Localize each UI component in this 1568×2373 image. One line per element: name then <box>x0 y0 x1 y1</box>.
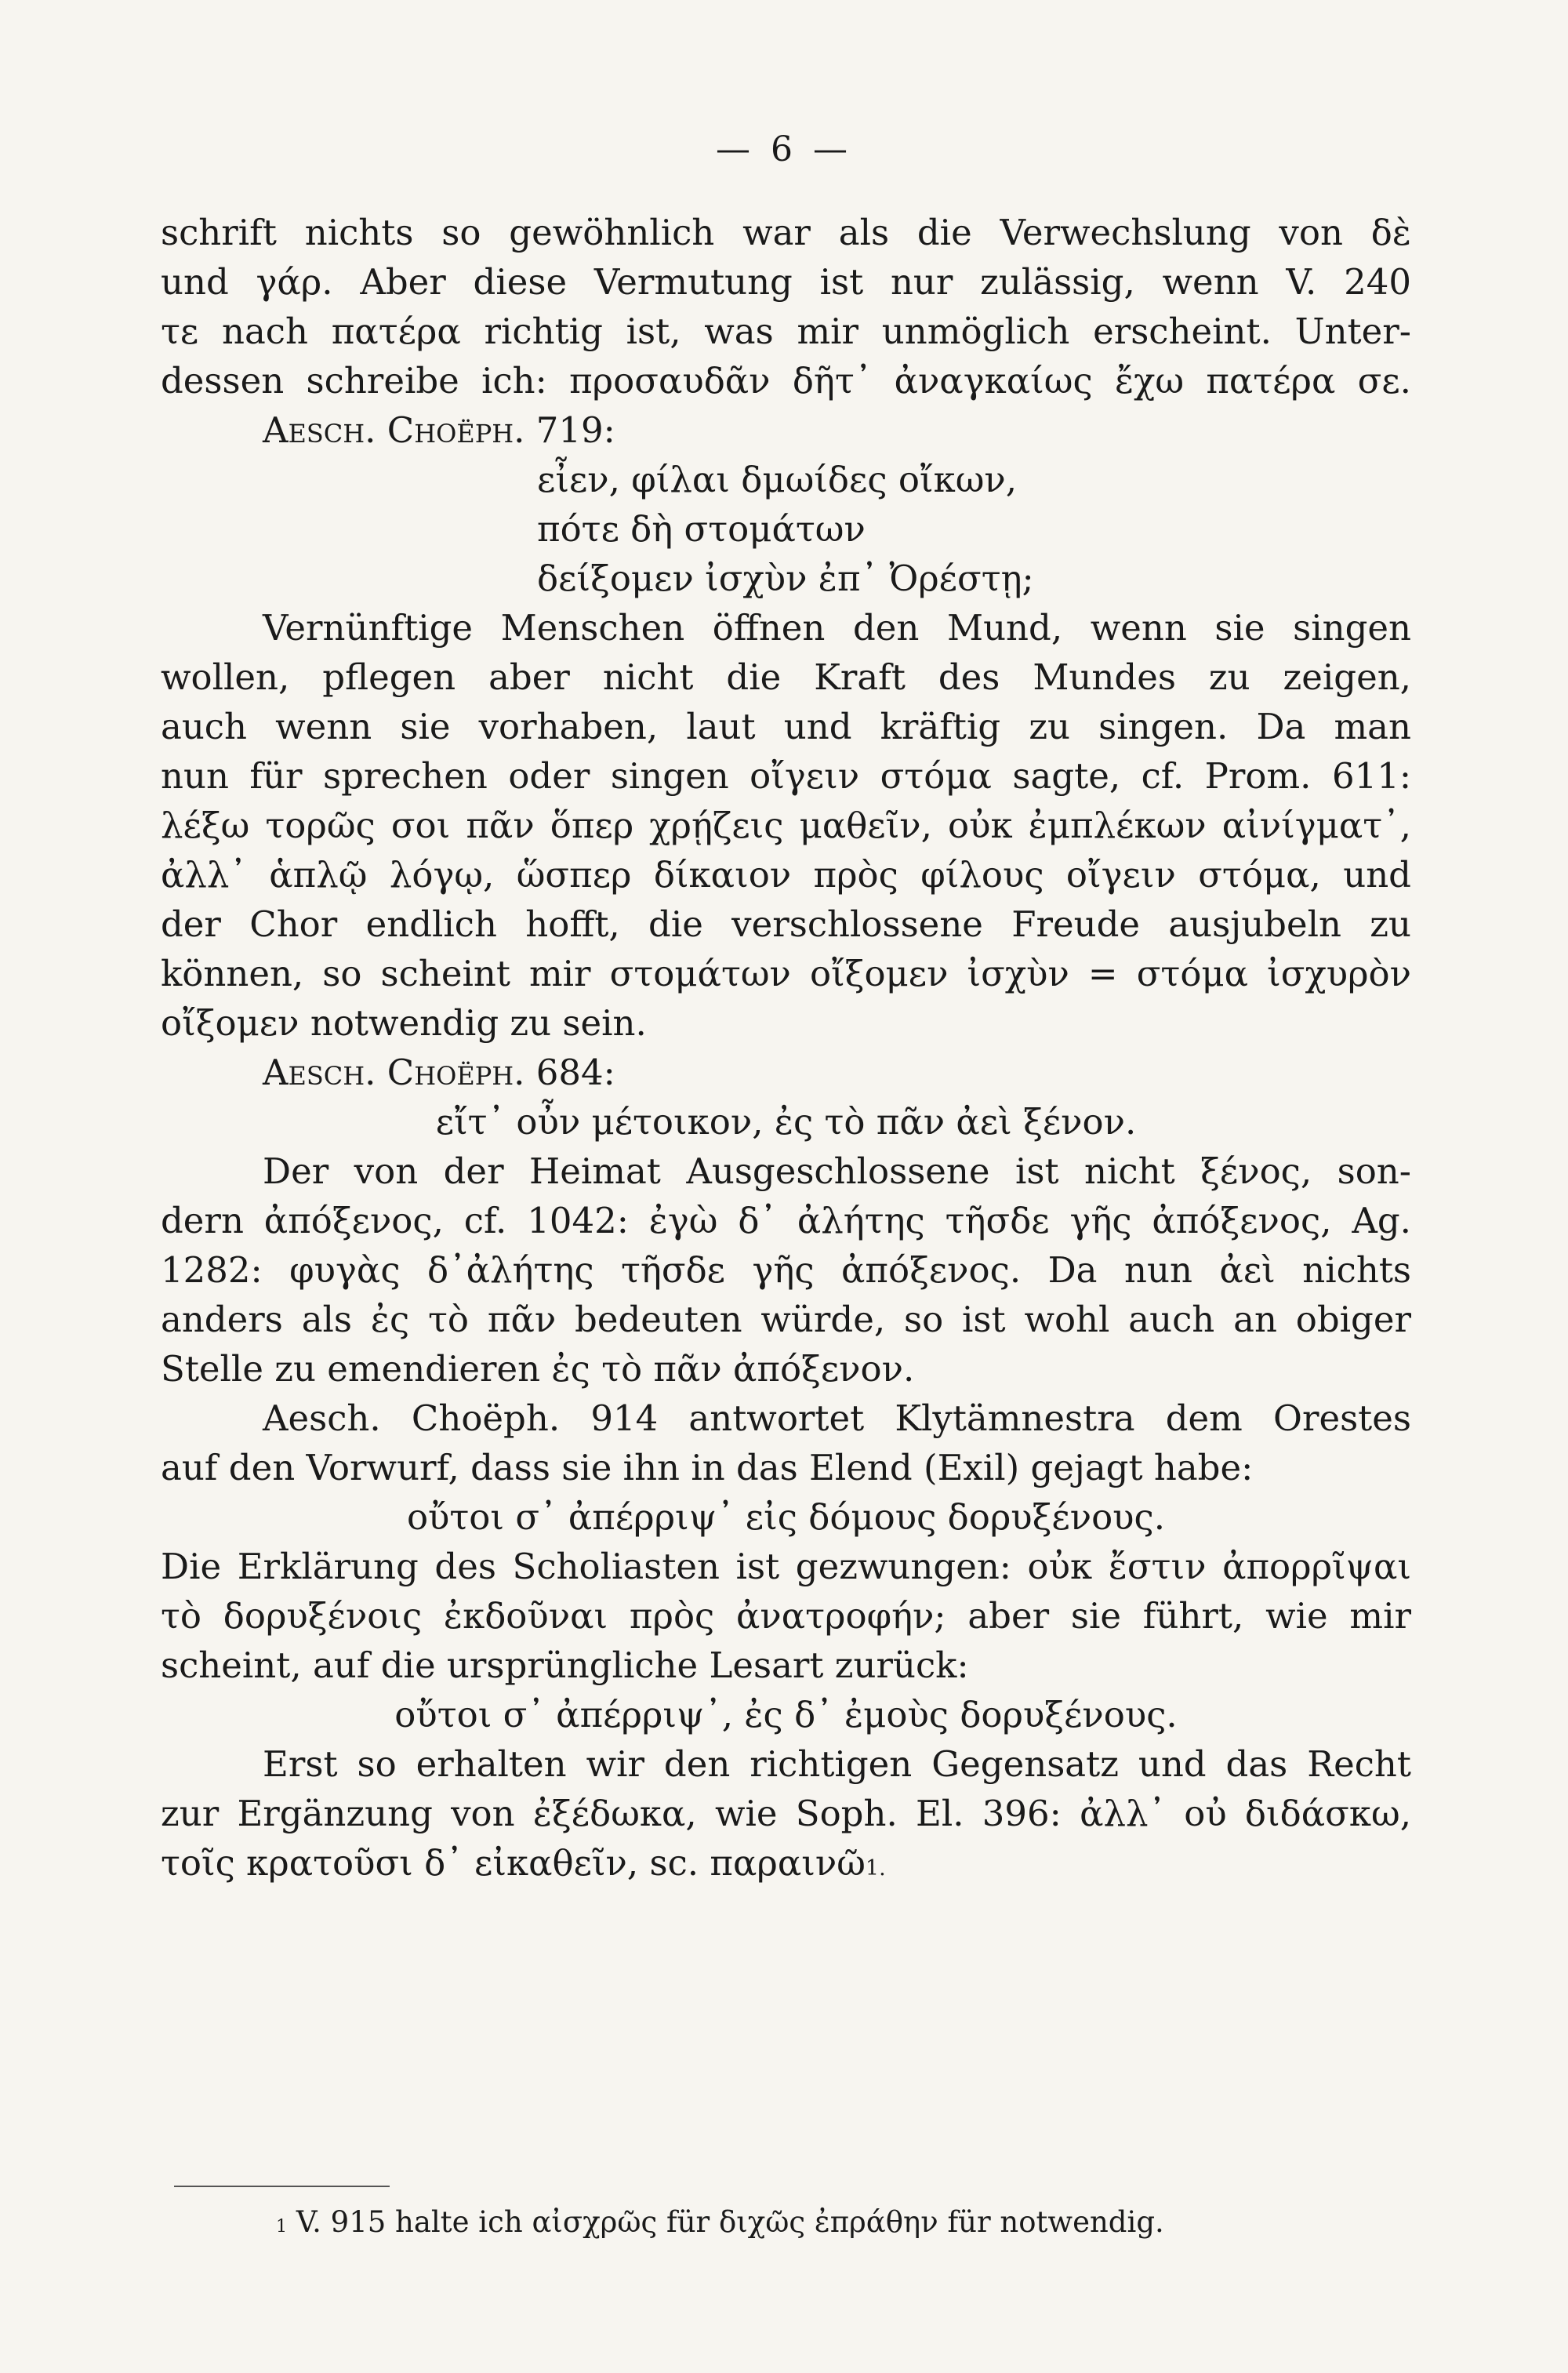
text-line: scheint, auf die ursprüngliche Lesart zurück: <box>161 1644 969 1686</box>
text-line: λέξω τορῶς σοι πᾶν ὅπερ χρῄζεις μαθεῖν, οὐκ ἐμπλέκων αἰνίγματ᾽, <box>161 805 1411 846</box>
text-line: Der von der Heimat Ausgeschlossene ist nicht ξένος, son- <box>263 1150 1411 1192</box>
text-line: schrift nichts so gewöhnlich war als die Verwechslung von δὲ <box>161 212 1411 253</box>
verse-line: δείξομεν ἰσχὺν ἐπ᾽ Ὀρέστῃ; <box>537 558 1034 599</box>
text-body <box>161 208 1411 1888</box>
verse-line: εἴτ᾽ οὖν μέτοικον, ἐς τὸ πᾶν ἀεὶ ξένον. <box>435 1101 1137 1143</box>
text-line-with-note <box>161 1838 1411 1888</box>
verse-line: οὔτοι σ᾽ ἀπέρριψ᾽ εἰς δόμους δορυξένους. <box>406 1496 1166 1538</box>
footnote-mark: 1 <box>276 2216 288 2237</box>
verse-line: εἶεν, φίλαι δμωίδες οἴκων, <box>537 459 1018 500</box>
source-citation: Aesch. Choëph. 719: <box>263 409 615 451</box>
footnote-rule <box>174 2186 390 2187</box>
text-line: und γάρ. Aber diese Vermutung ist nur zulässig, wenn V. 240 <box>161 261 1411 303</box>
footnote-text: V. 915 halte ich αἰσχρῶς für διχῶς ἐπράθην für notwendig. <box>296 2205 1164 2239</box>
verse-line: πότε δὴ στομάτων <box>537 508 866 550</box>
text-line: ἀλλ᾽ ἁπλῷ λόγῳ, ὥσπερ δίκαιον πρὸς φίλους οἴγειν στόμα, und <box>161 854 1411 896</box>
text-line: wollen, pflegen aber nicht die Kraft des Mundes zu zeigen, <box>161 656 1411 698</box>
verse-line: οὔτοι σ᾽ ἀπέρριψ᾽, ἐς δ᾽ ἐμοὺς δορυξένους. <box>394 1694 1178 1735</box>
text-line: der Chor endlich hofft, die verschlossene Freude ausjubeln zu <box>161 903 1411 945</box>
text-line: Die Erklärung des Scholiasten ist gezwungen: οὐκ ἔστιν ἀπορρῖψαι <box>161 1546 1411 1587</box>
text-line: dern ἀπόξενος, cf. 1042: ἐγὼ δ᾽ ἀλήτης τῆσδε γῆς ἀπόξενος, Ag. <box>161 1200 1411 1241</box>
text-line: auch wenn sie vorhaben, laut und kräftig zu singen. Da man <box>161 706 1411 747</box>
text-line: Vernünftige Menschen öffnen den Mund, wenn sie singen <box>263 607 1411 649</box>
text-line: 1282: φυγὰς δ᾽ἀλήτης τῆσδε γῆς ἀπόξενος. Da nun ἀεὶ nichts <box>161 1249 1411 1291</box>
page-number: — 6 — <box>716 129 852 169</box>
text-line: dessen schreibe ich: προσαυδᾶν δῆτ᾽ ἀναγκαίως ἔχω πατέρα σε. <box>161 360 1411 402</box>
text-line: Erst so erhalten wir den richtigen Gegensatz und das Recht <box>263 1743 1411 1785</box>
text-line: können, so scheint mir στομάτων οἴξομεν ἰσχὺν = στόμα ἰσχυρὸν <box>161 953 1411 994</box>
text-line: οἴξομεν notwendig zu sein. <box>161 1002 647 1044</box>
text-line-content: τοῖς κρατοῦσι δ᾽ εἰκαθεῖν, sc. παραινῶ <box>161 1842 866 1884</box>
text-line: zur Ergänzung von ἐξέδωκα, wie Soph. El. 396: ἀλλ᾽ οὐ διδάσκω, <box>161 1793 1411 1834</box>
text-line: nun für sprechen oder singen οἴγειν στόμα sagte, cf. Prom. 611: <box>161 755 1411 797</box>
source-citation: Aesch. Choëph. 684: <box>263 1052 615 1093</box>
footnote <box>276 2205 1164 2239</box>
text-line: anders als ἐς τὸ πᾶν bedeuten würde, so ist wohl auch an obiger <box>161 1299 1411 1340</box>
text-line: τε nach πατέρα richtig ist, was mir unmöglich erscheint. Unter- <box>161 311 1411 352</box>
text-line: Aesch. Choëph. 914 antwortet Klytämnestra dem Orestes <box>263 1397 1411 1439</box>
text-line: Stelle zu emendieren ἐς τὸ πᾶν ἀπόξενον. <box>161 1348 915 1390</box>
footnote-reference: 1. <box>865 1856 886 1881</box>
text-line: auf den Vorwurf, dass sie ihn in das Elend (Exil) gejagt habe: <box>161 1447 1254 1488</box>
text-line: τὸ δορυξένοις ἐκδοῦναι πρὸς ἀνατροφήν; aber sie führt, wie mir <box>161 1595 1411 1637</box>
